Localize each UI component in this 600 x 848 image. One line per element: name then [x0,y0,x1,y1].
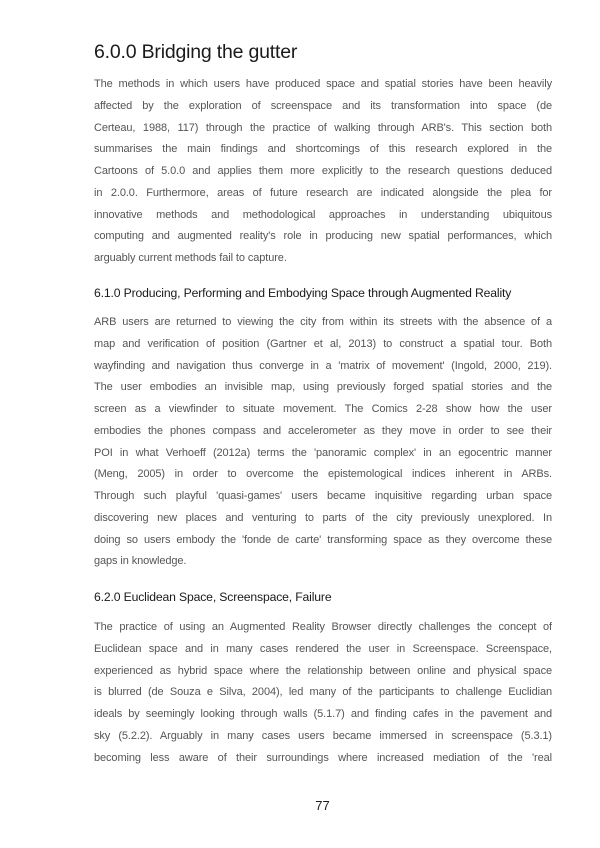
text-line: gaps in knowledge. [94,555,187,568]
text-line: arguably current methods fail to capture. [94,252,287,264]
chapter-heading: 6.0.0 Bridging the gutter [94,41,298,63]
text-line: summarises the main findings and shortcomings of this research explored in the [94,143,552,156]
text-line: Cartoons of 5.0.0 and applies them more explicitly to the research questions deduced [94,165,552,177]
text-line: The practice of using an Augmented Reality Browser directly challenges the concept of [94,621,552,633]
text-line: becoming less aware of their surroundings where increased mediation of the 'real [94,751,552,764]
text-line: The methods in which users have produced space and spatial stories have been heavily [94,78,552,90]
section-heading-6-1: 6.1.0 Producing, Performing and Embodying Space through Augmented Reality [94,286,512,300]
text-line: map and verification of position (Gartner et al, 2013) to construct a spatial tour. Both [94,337,552,350]
text-line: innovative methods and methodological approaches in understanding ubiquitous [94,208,552,221]
page-number: 77 [315,798,330,813]
text-line: doing so users embody the 'fonde de carte' transforming space as they overcome these [94,533,552,546]
text-line: experienced as hybrid space where the relationship between online and physical space [94,664,552,677]
text-line: in 2.0.0. Furthermore, areas of future research are indicated alongside the plea for [94,186,552,199]
section-heading-6-2: 6.2.0 Euclidean Space, Screenspace, Failure [94,590,332,604]
text-line: wayfinding and navigation thus converge in a 'matrix of movement' (Ingold, 2000, 219). [94,359,552,372]
text-line: Certeau, 1988, 117) through the practice of walking through ARB's. This section both [94,121,552,134]
text-line: embodies the phones compass and accelerometer as they move in order to see their [94,424,552,437]
section-6-2-paragraph [94,617,552,769]
text-line: ideals by seemingly looking through walls (5.1.7) and finding cafes in the pavement and [94,708,552,720]
text-line: is blurred (de Souza e Silva, 2004), led many of the participants to challenge Euclidian [94,686,552,699]
text-line: computing and augmented reality's role in producing new spatial performances, which [94,230,552,243]
text-line: Euclidean space and in many cases rendered the user in Screenspace. Screenspace, [94,642,552,655]
text-line: Through such playful 'quasi-games' users became inquisitive regarding urban space [94,490,552,502]
section-6-1-paragraph [94,312,552,573]
text-line: screen as a viewfinder to situate movement. The Comics 2-28 show how the user [94,403,552,415]
text-line: ARB users are returned to viewing the city from within its streets with the absence of a [94,316,552,328]
text-line: (Meng, 2005) in order to overcome the epistemological indices inherent in ARBs. [94,468,552,481]
intro-paragraph [94,74,552,270]
text-line: affected by the exploration of screenspace and its transformation into space (de [94,99,552,112]
text-line: discovering new places and venturing to parts of the city previously unexplored. In [94,511,552,524]
text-line: sky (5.2.2). Arguably in many cases users became immersed in screenspace (5.3.1) [94,729,552,742]
text-line: POI in what Verhoeff (2012a) terms the 'panoramic complex' in an egocentric manner [94,446,552,459]
text-line: The user embodies an invisible map, using previously forged spatial stories and the [94,381,552,394]
